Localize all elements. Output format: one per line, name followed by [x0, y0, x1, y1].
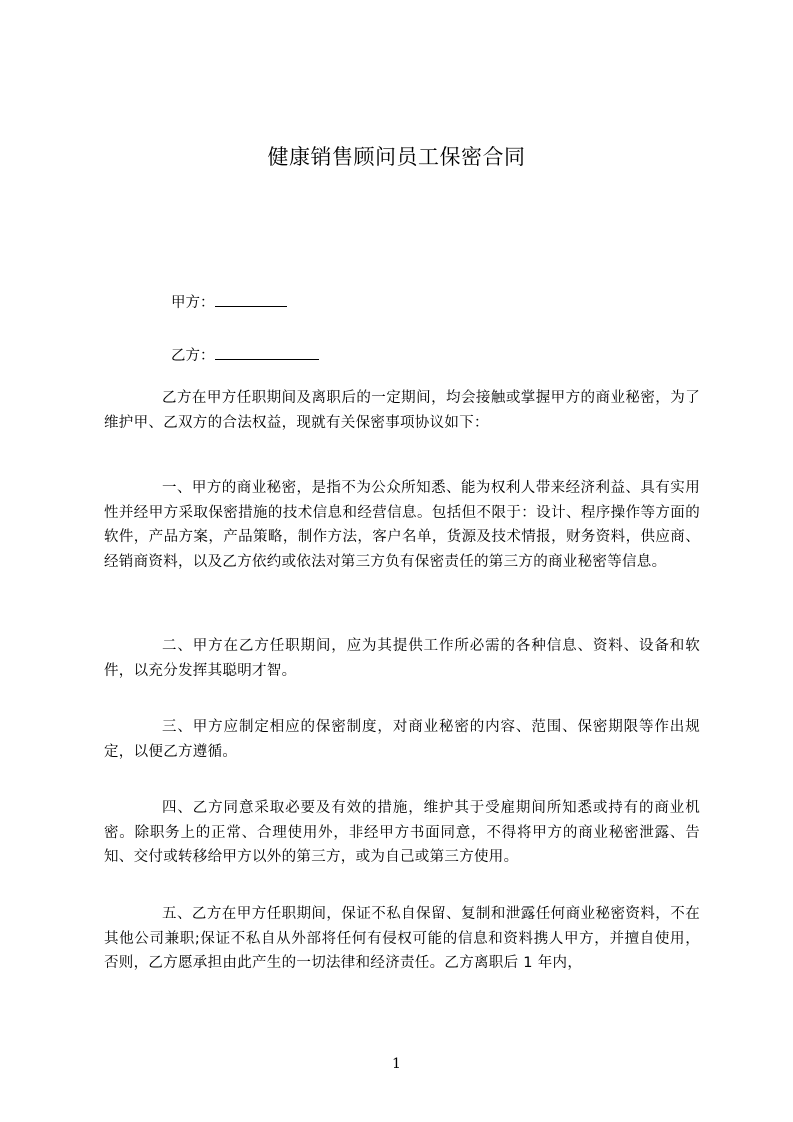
clause-3-paragraph: 三、甲方应制定相应的保密制度，对商业秘密的内容、范围、保密期限等作出规定，以便乙方遵循。 [104, 719, 700, 760]
party-b-line [171, 345, 319, 366]
clause-5-paragraph: 五、乙方在甲方任职期间，保证不私自保留、复制和泄露任何商业秘密资料，不在其他公司兼职;保证不私自从外部将任何有侵权可能的信息和资料携人甲方，并擅自使用，否则，乙方愿承担由此产生的一切法律和经济责任。乙方离职后 1 年内， [104, 906, 700, 971]
party-b-label: 乙方： [171, 348, 215, 364]
party-b-blank[interactable] [215, 345, 319, 360]
intro-paragraph: 乙方在甲方任职期间及离职后的一定期间，均会接触或掌握甲方的商业秘密，为了维护甲、乙双方的合法权益，现就有关保密事项协议如下： [104, 390, 700, 431]
party-a-blank[interactable] [215, 292, 287, 307]
clause-2-paragraph: 二、甲方在乙方任职期间，应为其提供工作所必需的各种信息、资料、设备和软件，以充分发挥其聪明才智。 [104, 638, 700, 679]
party-a-label: 甲方： [171, 295, 215, 311]
page-number: 1 [392, 1056, 401, 1072]
clause-4-paragraph: 四、乙方同意采取必要及有效的措施，维护其于受雇期间所知悉或持有的商业机密。除职务上的正常、合理使用外，非经甲方书面同意，不得将甲方的商业秘密泄露、告知、交付或转移给甲方以外的第三方，或为自己或第三方使用。 [104, 800, 700, 865]
document-title: 健康销售顾问员工保密合同 [267, 145, 526, 169]
party-a-line [171, 292, 287, 313]
clause-1-paragraph: 一、甲方的商业秘密，是指不为公众所知悉、能为权利人带来经济利益、具有实用性并经甲方采取保密措施的技术信息和经营信息。包括但不限于：设计、程序操作等方面的软件，产品方案，产品策略，制作方法，客户名单，货源及技术情报，财务资料，供应商、经销商资料，以及乙方依约或依法对第三方负有保密责任的第三方的商业秘密等信息。 [104, 480, 700, 570]
